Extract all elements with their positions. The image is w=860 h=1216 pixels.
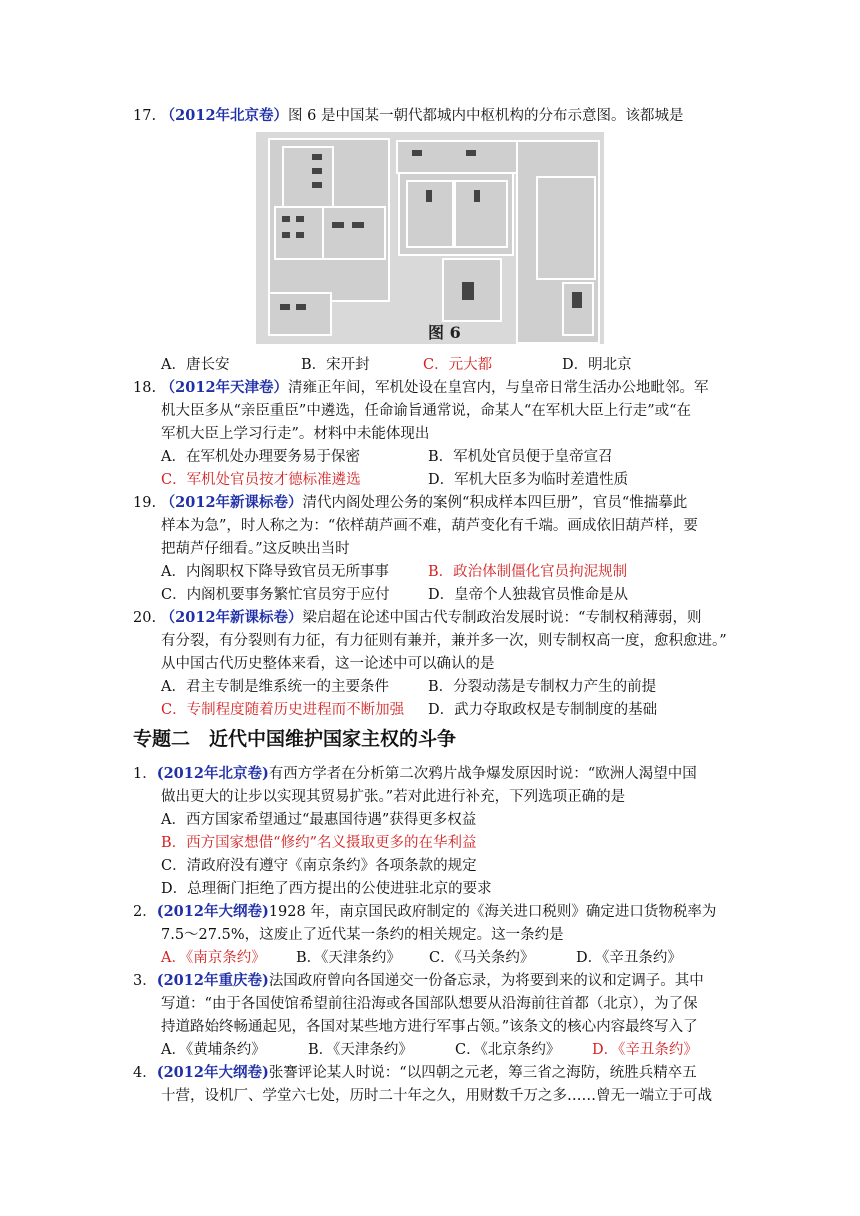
question-source: (2012年重庆卷): [156, 972, 269, 989]
question-20-stem: [133, 608, 701, 628]
question-text: 有西方学者在分析第二次鸦片战争爆发原因时说：“欧洲人渴望中国: [268, 766, 697, 782]
question-text: 样本为急”，时人称之为：“依样葫芦画不难，葫芦变化有千端。画成依旧葫芦样，要: [161, 518, 698, 534]
question-text: 张謇评论某人时说：“以四朝之元老，筹三省之海防，统胜兵精卒五: [268, 1065, 697, 1081]
question-text: 1928 年，南京国民政府制定的《海关进口税则》确定进口货物税率为: [268, 904, 717, 920]
question-text: 做出更大的让步以实现其贸易扩张。”若对此进行补充，下列选项正确的是: [161, 789, 626, 805]
question-source: (2012年大纲卷): [156, 903, 269, 920]
s1-option-b[interactable]: B．西方国家想借“修约”名义摄取更多的在华利益: [161, 835, 477, 851]
q19-option-b[interactable]: B．政治体制僵化官员拘泥规制: [428, 564, 628, 580]
s3-option-d[interactable]: D．《辛丑条约》: [592, 1042, 698, 1058]
question-text: 法国政府曾向各国递交一份备忘录，为将要到来的议和定调子。其中: [268, 973, 704, 989]
question-text: 把葫芦仔细看。”这反映出当时: [161, 541, 350, 557]
question-text: 军机大臣上学习行走”。材料中未能体现出: [161, 426, 430, 442]
question-number: 2．: [133, 904, 157, 920]
q18-option-c[interactable]: C．军机处官员按才德标准遴选: [161, 472, 361, 488]
q19-option-c[interactable]: C．内阁机要事务繁忙官员穷于应付: [161, 587, 390, 603]
question-text: 清雍正年间，军机处设在皇宫内，与皇帝日常生活办公地毗邻。军: [288, 380, 709, 396]
q18-option-a[interactable]: A．在军机处办理要务易于保密: [161, 449, 360, 465]
question-number: 4．: [133, 1065, 157, 1081]
q20-option-d[interactable]: D．武力夺取政权是专制制度的基础: [428, 702, 658, 718]
question-text: 7.5～27.5%，这废止了近代某一条约的相关规定。这一条约是: [161, 927, 564, 943]
s3-option-b[interactable]: B．《天津条约》: [308, 1042, 413, 1058]
question-18-stem: [133, 378, 709, 398]
question-source: (2012年大纲卷): [156, 1064, 269, 1081]
s2-option-b[interactable]: B．《天津条约》: [296, 950, 401, 966]
q20-option-a[interactable]: A．君主专制是维系统一的主要条件: [161, 679, 389, 695]
question-number: 17.: [133, 108, 157, 124]
s2-option-d[interactable]: D．《辛丑条约》: [576, 950, 682, 966]
section2-question-3-stem: [133, 971, 704, 991]
s1-option-d[interactable]: D．总理衙门拒绝了西方提出的公使进驻北京的要求: [161, 881, 492, 897]
question-number: 19.: [133, 495, 157, 511]
question-number: 1．: [133, 766, 157, 782]
question-text: 梁启超在论述中国古代专制政治发展时说：“专制权稍薄弱，则: [302, 610, 702, 626]
q17-option-a[interactable]: A．唐长安: [161, 357, 230, 373]
question-text: 从中国古代历史整体来看，这一论述中可以确认的是: [161, 656, 495, 672]
q17-option-c[interactable]: C．元大都: [423, 357, 493, 373]
section2-question-4-stem: [133, 1063, 697, 1083]
question-text: 机大臣多从“亲臣重臣”中遴选，任命谕旨通常说，命某人“在军机大臣上行走”或“在: [161, 403, 692, 419]
question-number: 18.: [133, 380, 157, 396]
question-text: 图 6 是中国某一朝代都城内中枢机构的分布示意图。该都城是: [288, 108, 684, 124]
question-text: 清代内阁处理公务的案例“积成样本四巨册”，官员“惟揣摹此: [302, 495, 688, 511]
s1-option-a[interactable]: A．西方国家希望通过“最惠国待遇”获得更多权益: [161, 812, 477, 828]
question-19-stem: [133, 493, 687, 513]
s2-option-c[interactable]: C．《马关条约》: [429, 950, 535, 966]
s1-option-c[interactable]: C．清政府没有遵守《南京条约》各项条款的规定: [161, 858, 477, 874]
question-text: 十营，设机厂、学堂六七处，历时二十年之久，用财数千万之多……曾无一端立于可战: [161, 1088, 712, 1104]
s2-option-a[interactable]: A．《南京条约》: [161, 950, 266, 966]
q17-option-d[interactable]: D．明北京: [562, 357, 632, 373]
question-17-stem: [133, 106, 683, 126]
question-source: （2012年新课标卷）: [160, 609, 303, 626]
question-text: 写道：“由于各国使馆希望前往沿海或各国部队想要从沿海前往首都（北京），为了保: [161, 996, 698, 1012]
q19-option-a[interactable]: A．内阁职权下降导致官员无所事事: [161, 564, 389, 580]
q18-option-b[interactable]: B．军机处官员便于皇帝宣召: [428, 449, 613, 465]
question-source: (2012年北京卷): [156, 765, 269, 782]
question-source: （2012年北京卷）: [160, 107, 289, 124]
question-number: 3．: [133, 973, 157, 989]
s3-option-a[interactable]: A．《黄埔条约》: [161, 1042, 266, 1058]
q18-option-d[interactable]: D．军机大臣多为临时差遣性质: [428, 472, 629, 488]
section2-question-2-stem: [133, 902, 716, 922]
section-title: 专题二 近代中国维护国家主权的斗争: [133, 728, 457, 750]
question-text: 有分裂，有分裂则有力征，有力征则有兼并，兼并多一次，则专制权高一度，愈积愈进。”: [161, 633, 727, 649]
q20-option-c[interactable]: C．专制程度随着历史进程而不断加强: [161, 702, 405, 718]
question-number: 20.: [133, 610, 157, 626]
question-source: （2012年新课标卷）: [160, 494, 303, 511]
figure-6-capital-layout: [256, 132, 604, 344]
q20-option-b[interactable]: B．分裂动荡是专制权力产生的前提: [428, 679, 657, 695]
q17-option-b[interactable]: B．宋开封: [301, 357, 370, 373]
question-source: （2012年天津卷）: [160, 379, 289, 396]
figure-caption: 图 6: [428, 323, 461, 342]
question-text: 持道路始终畅通起见，各国对某些地方进行军事占领。”该条文的核心内容最终写入了: [161, 1019, 698, 1035]
q19-option-d[interactable]: D．皇帝个人独裁官员惟命是从: [428, 587, 629, 603]
s3-option-c[interactable]: C．《北京条约》: [455, 1042, 561, 1058]
section2-question-1-stem: [133, 764, 697, 784]
